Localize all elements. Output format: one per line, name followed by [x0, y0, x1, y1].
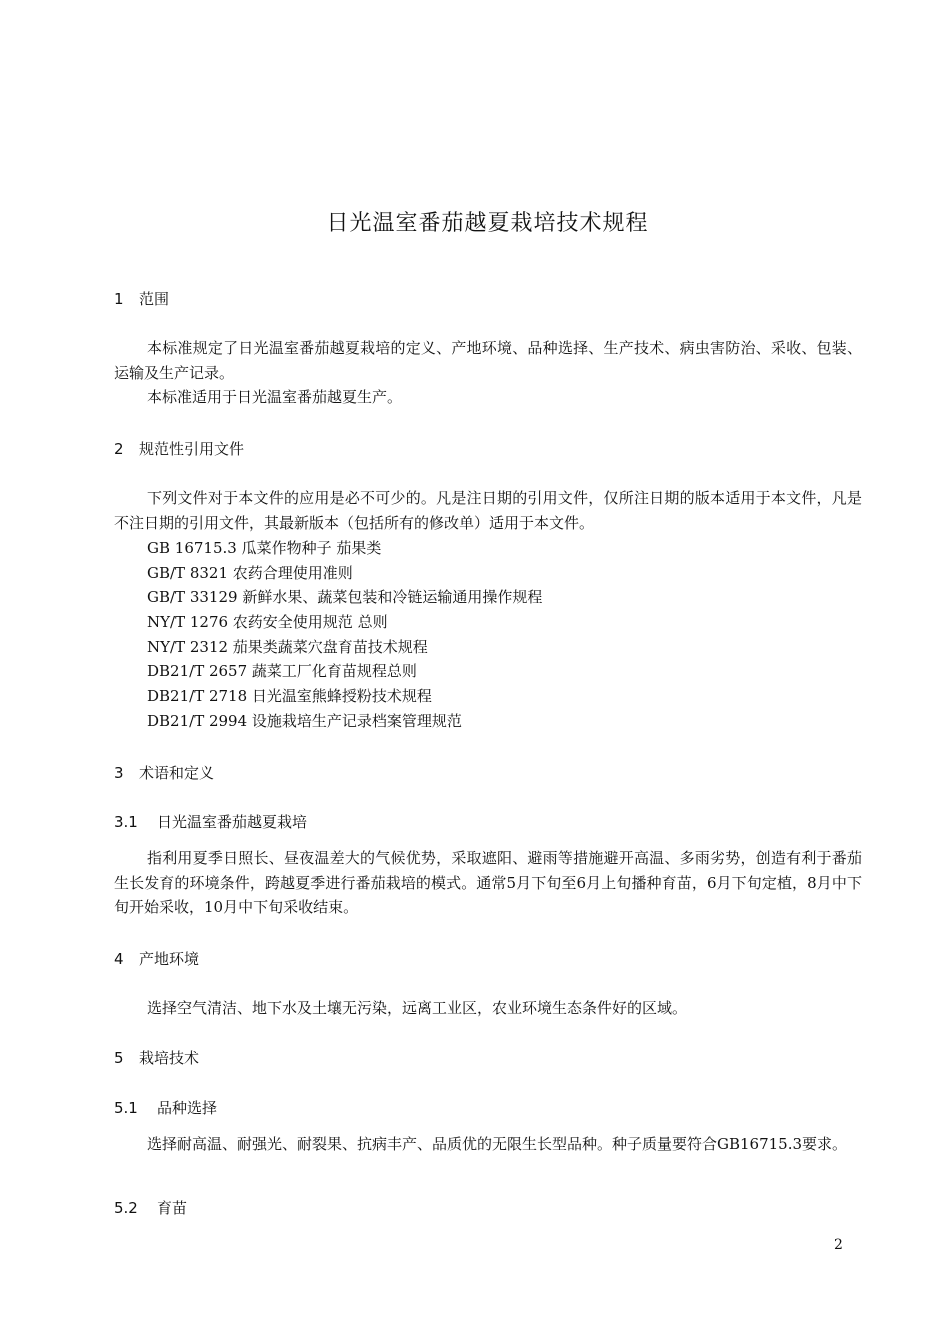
reference-item: GB/T 8321 农药合理使用准则 [147, 564, 353, 582]
section-number: 4 [114, 950, 124, 968]
subsection-heading-3-1 [114, 811, 307, 832]
page-number: 2 [834, 1237, 843, 1253]
section-title: 范围 [139, 290, 170, 308]
variety-selection-paragraph: 选择耐高温、耐强光、耐裂果、抗病丰产、品质优的无限生长型品种。种子质量要符合GB16715.3要求。 [147, 1135, 848, 1153]
subsection-title: 品种选择 [157, 1099, 218, 1117]
subsection-number: 3.1 [114, 813, 138, 831]
section-heading-cultivation [114, 1047, 199, 1068]
section-title: 栽培技术 [139, 1049, 200, 1067]
reference-item: DB21/T 2994 设施栽培生产记录档案管理规范 [147, 712, 462, 730]
subsection-number: 5.2 [114, 1199, 138, 1217]
references-intro-paragraph: 下列文件对于本文件的应用是必不可少的。凡是注日期的引用文件，仅所注日期的版本适用于本文件，凡是不注日期的引用文件，其最新版本（包括所有的修改单）适用于本文件。 [114, 489, 862, 532]
section-number: 3 [114, 764, 124, 782]
reference-item: NY/T 2312 茄果类蔬菜穴盘育苗技术规程 [147, 638, 428, 656]
subsection-heading-5-1 [114, 1097, 217, 1118]
reference-item: GB 16715.3 瓜菜作物种子 茄果类 [147, 539, 382, 557]
section-title: 规范性引用文件 [139, 440, 245, 458]
section-heading-normative-references [114, 438, 244, 459]
reference-item: DB21/T 2718 日光温室熊蜂授粉技术规程 [147, 687, 432, 705]
subsection-heading-5-2 [114, 1197, 187, 1218]
subsection-title: 日光温室番茄越夏栽培 [157, 813, 308, 831]
environment-paragraph: 选择空气清洁、地下水及土壤无污染，远离工业区，农业环境生态条件好的区域。 [147, 999, 688, 1017]
section-title: 术语和定义 [139, 764, 215, 782]
section-number: 1 [114, 290, 124, 308]
definition-paragraph: 指利用夏季日照长、昼夜温差大的气候优势，采取遮阳、避雨等措施避开高温、多雨劣势，创造有利于番茄生长发育的环境条件，跨越夏季进行番茄栽培的模式。通常5月下旬至6月上旬播种育苗，6月下旬定植，8月中下旬开始采收，10月中下旬采收结束。 [114, 849, 862, 916]
section-heading-terms [114, 762, 214, 783]
scope-paragraph-1: 本标准规定了日光温室番茄越夏栽培的定义、产地环境、品种选择、生产技术、病虫害防治、采收、包装、运输及生产记录。 [114, 339, 862, 382]
section-number: 5 [114, 1049, 124, 1067]
reference-item: DB21/T 2657 蔬菜工厂化育苗规程总则 [147, 662, 417, 680]
reference-item: NY/T 1276 农药安全使用规范 总则 [147, 613, 388, 631]
section-heading-scope [114, 288, 169, 309]
subsection-number: 5.1 [114, 1099, 138, 1117]
scope-paragraph-2: 本标准适用于日光温室番茄越夏生产。 [147, 388, 403, 406]
reference-item: GB/T 33129 新鲜水果、蔬菜包装和冷链运输通用操作规程 [147, 588, 543, 606]
section-heading-environment [114, 948, 199, 969]
section-number: 2 [114, 440, 124, 458]
section-title: 产地环境 [139, 950, 200, 968]
document-title: 日光温室番茄越夏栽培技术规程 [326, 211, 649, 236]
subsection-title: 育苗 [157, 1199, 188, 1217]
